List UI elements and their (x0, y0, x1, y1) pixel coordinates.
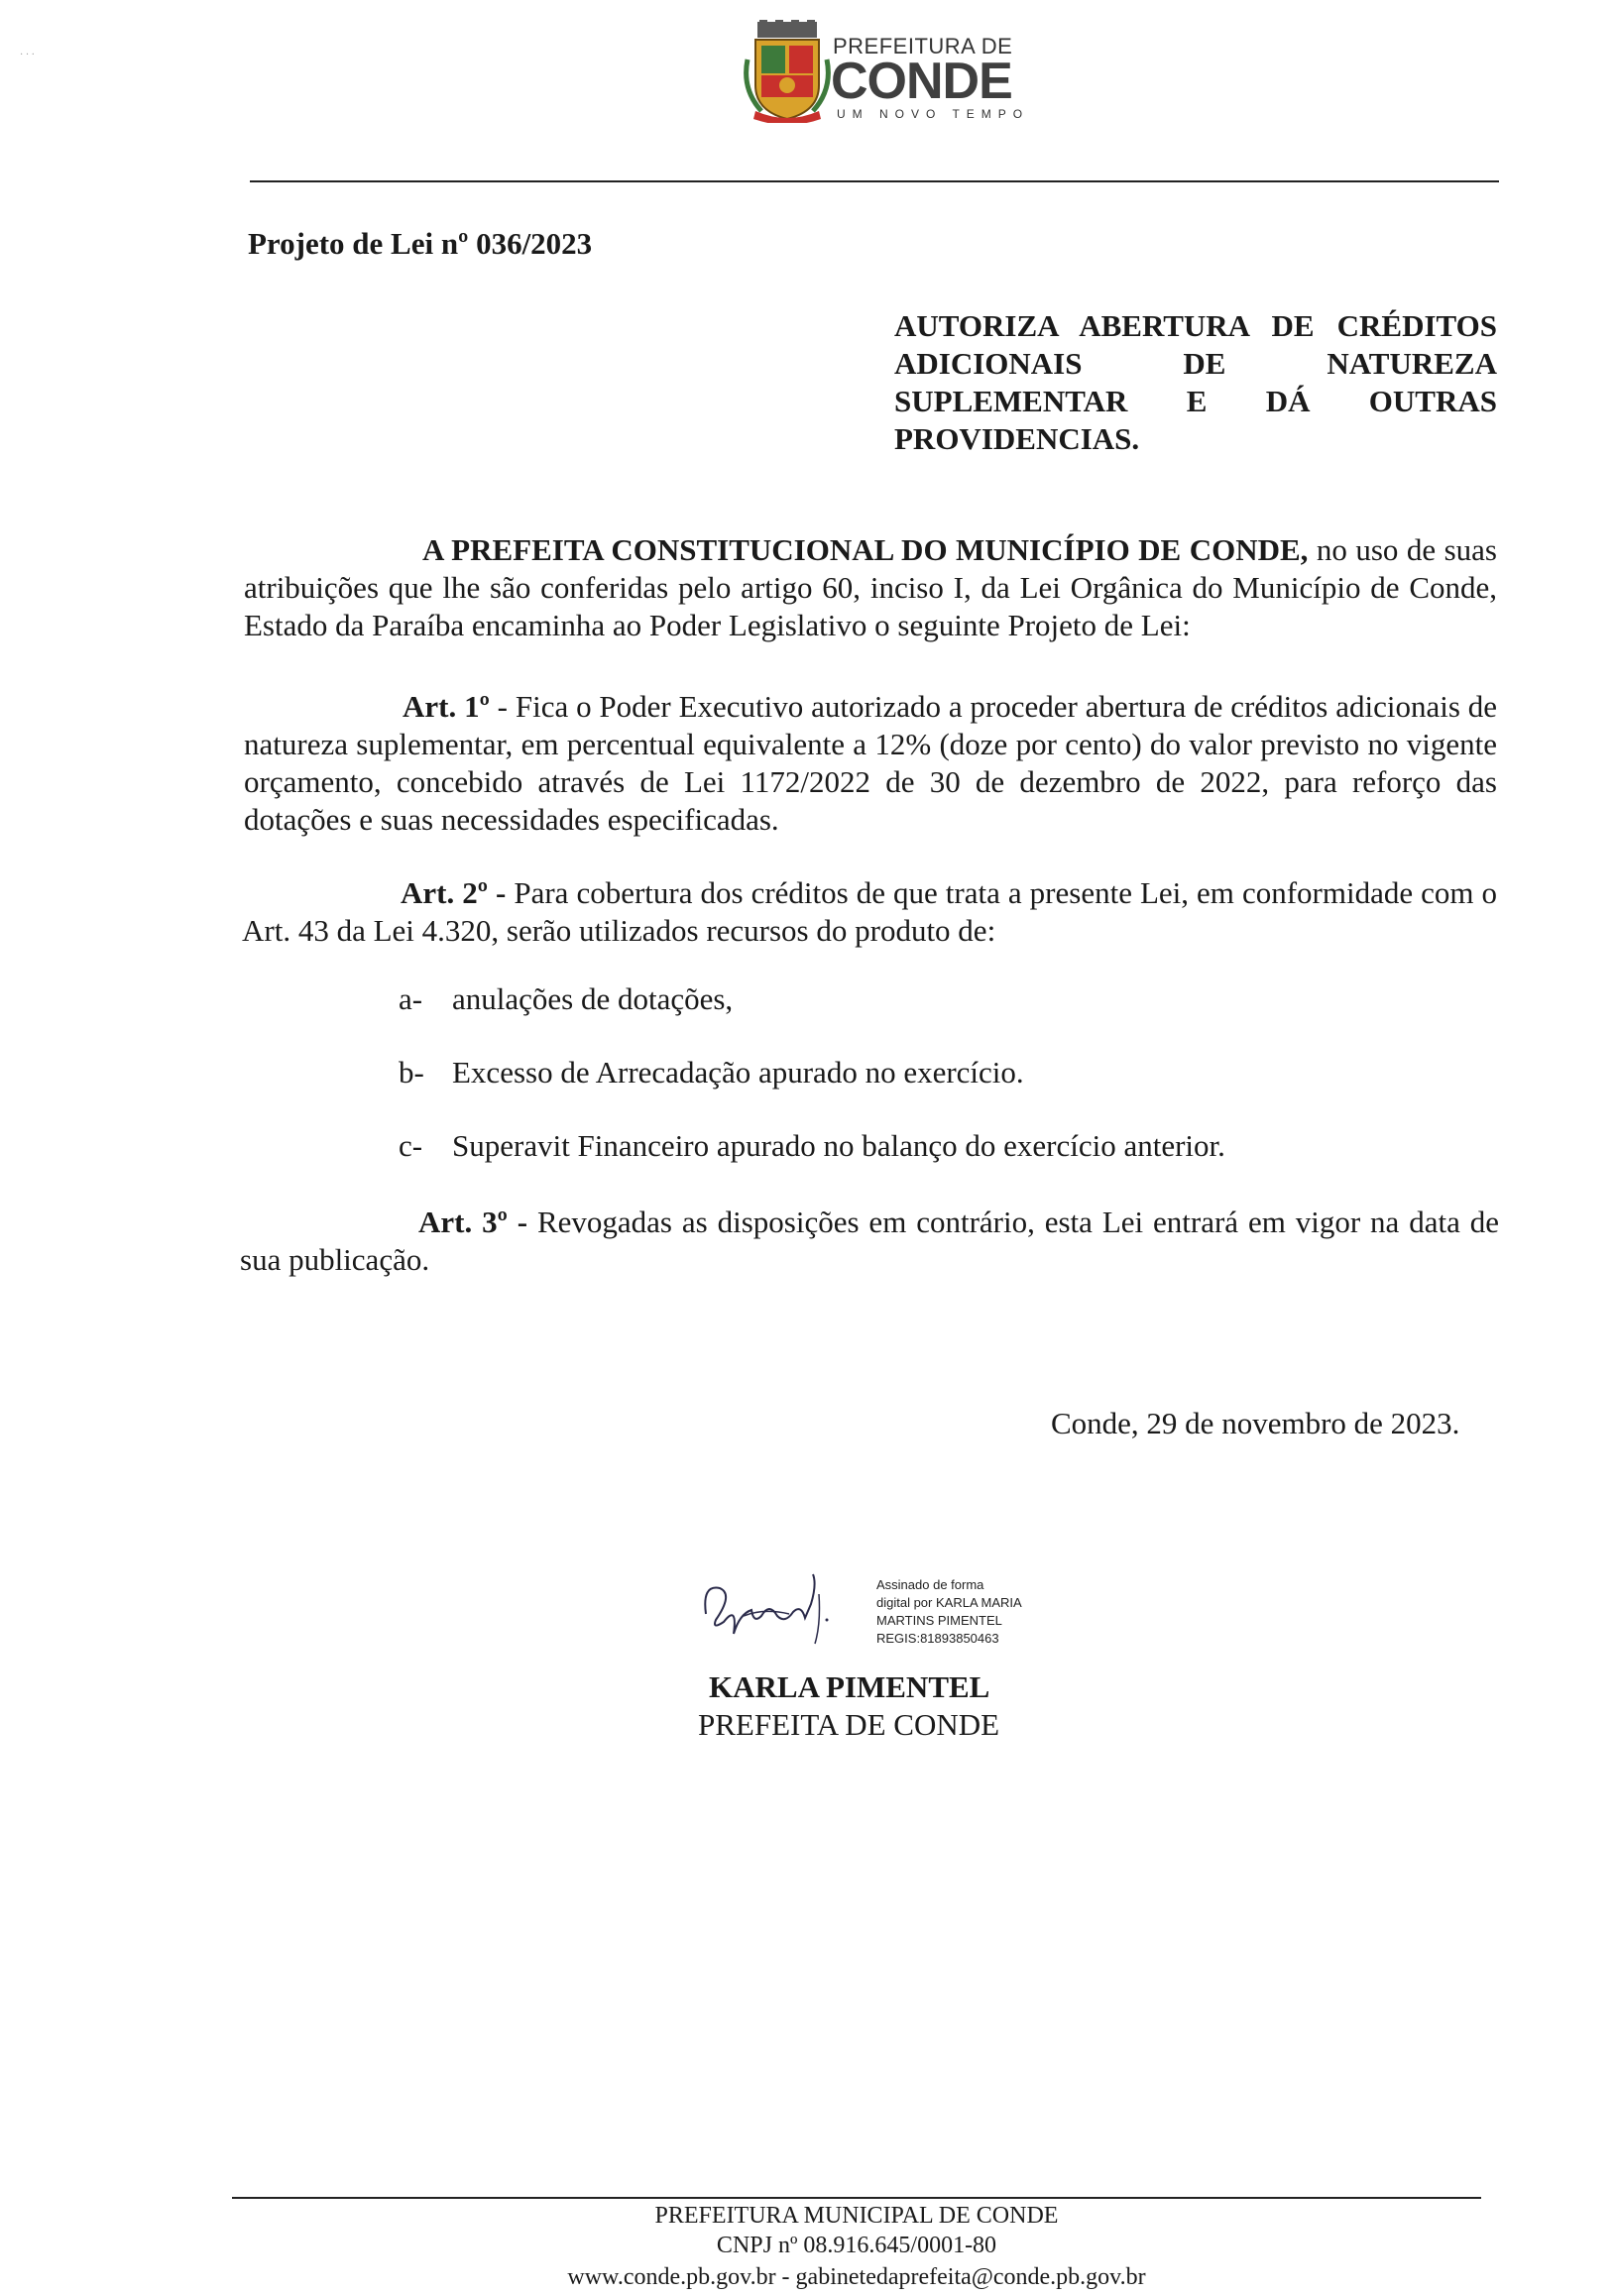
article-1 (244, 688, 1497, 839)
list-item-text: Excesso de Arrecadação apurado no exercício. (452, 1055, 1024, 1090)
municipality-logo (742, 20, 1029, 129)
footer-institution: PREFEITURA MUNICIPAL DE CONDE (654, 2203, 1059, 2229)
sig-note-line: REGIS:81893850463 (876, 1631, 999, 1646)
intro-text: no uso de suas atribuições que lhe são conferidas pelo artigo 60, inciso I, da Lei Orgânica do Município de Conde, Estado da Paraíba encaminha ao Poder Legislativo o seguinte Projeto de Lei: (244, 532, 1497, 642)
list-item-marker: b- (399, 1055, 424, 1090)
list-item (399, 981, 733, 1017)
list-item-text: anulações de dotações, (452, 981, 734, 1016)
list-item (399, 1055, 1024, 1091)
sig-note-line: MARTINS PIMENTEL (876, 1613, 1002, 1628)
logo-line2: CONDE (831, 53, 1012, 110)
sig-note-line: Assinado de forma (876, 1577, 984, 1592)
digital-signature-note (876, 1576, 1022, 1648)
article-2-label: Art. 2º - (401, 875, 507, 910)
signatory-name: KARLA PIMENTEL (709, 1669, 990, 1704)
article-3-text: Revogadas as disposições em contrário, esta Lei entrará em vigor na data de sua publicação. (240, 1205, 1499, 1277)
scan-artifact: · · · (20, 50, 35, 60)
date-line: Conde, 29 de novembro de 2023. (1051, 1406, 1460, 1440)
article-1-text: - Fica o Poder Executivo autorizado a proceder abertura de créditos adicionais de natureza suplementar, em percentual equivalente a 12% (doze por cento) do valor previsto no vigente orçamento, concebido através de Lei 1172/2022 de 30 de dezembro de 2022, para reforço das dotações e suas necessidades especificadas. (244, 689, 1498, 837)
handwritten-signature (694, 1564, 853, 1648)
footer-contact: www.conde.pb.gov.br - gabinetedaprefeita@conde.pb.gov.br (567, 2264, 1146, 2290)
ementa: AUTORIZA ABERTURA DE CRÉDITOS ADICIONAIS DE NATUREZA SUPLEMENTAR E DÁ OUTRAS PROVIDENCIAS. (894, 308, 1497, 456)
article-2 (242, 874, 1497, 950)
sig-note-line: digital por KARLA MARIA (876, 1595, 1022, 1610)
article-3 (240, 1204, 1499, 1279)
article-1-label: Art. 1º (403, 689, 490, 724)
intro-paragraph (244, 531, 1497, 644)
logo-tagline: UM NOVO TEMPO (837, 107, 1030, 121)
list-item-marker: c- (399, 1128, 423, 1163)
list-item (399, 1128, 1225, 1164)
footer-divider (232, 2197, 1481, 2199)
bill-number: Projeto de Lei nº 036/2023 (248, 226, 593, 261)
coat-of-arms-icon (742, 20, 833, 123)
list-item-marker: a- (399, 981, 423, 1016)
header-divider (250, 180, 1499, 182)
footer-cnpj: CNPJ nº 08.916.645/0001-80 (716, 2233, 997, 2258)
signatory-role: PREFEITA DE CONDE (698, 1707, 1000, 1742)
intro-bold: A PREFEITA CONSTITUCIONAL DO MUNICÍPIO DE CONDE, (422, 532, 1309, 567)
list-item-text: Superavit Financeiro apurado no balanço do exercício anterior. (452, 1128, 1225, 1163)
article-2-text: Para cobertura dos créditos de que trata a presente Lei, em conformidade com o Art. 43 da Lei 4.320, serão utilizados recursos do produto de: (242, 875, 1498, 948)
logo-line1: PREFEITURA DE (833, 34, 1013, 58)
article-3-label: Art. 3º - (418, 1205, 528, 1239)
